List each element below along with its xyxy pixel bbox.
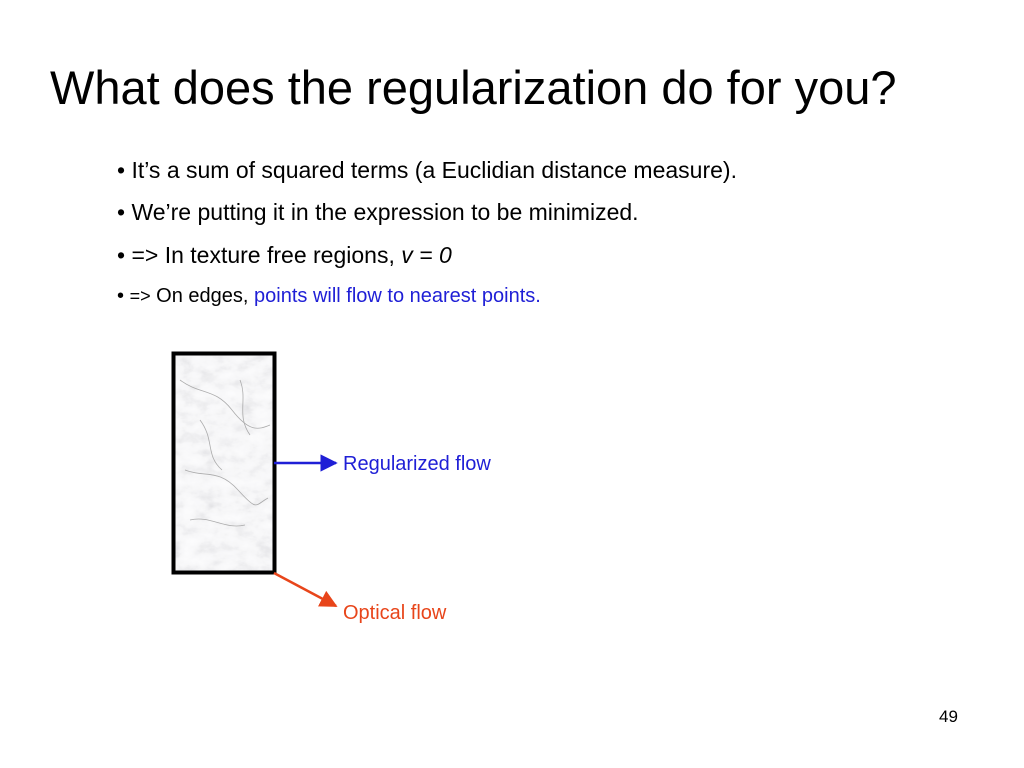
optical-flow-arrow (274, 573, 336, 606)
bullet-text: => In texture free regions, (131, 242, 402, 268)
highlight-text: points will flow to nearest points. (254, 285, 541, 307)
page-number: 49 (939, 707, 958, 726)
bullet-marker: • (117, 285, 125, 307)
bullet-text: It’s a sum of squared terms (a Euclidian distance measure). (131, 157, 737, 183)
optical-flow-label: Optical flow (343, 602, 447, 624)
slide-title: What does the regularization do for you? (50, 61, 897, 114)
bullet-text: On edges, (150, 285, 255, 307)
bullet-marker: • (117, 199, 126, 225)
bullet-marker: • (117, 242, 126, 268)
bullet-text: We’re putting it in the expression to be minimized. (131, 199, 639, 225)
marble-texture-rectangle (174, 354, 275, 573)
math-expression: v = 0 (401, 242, 452, 268)
implies-arrow: => (129, 286, 151, 306)
regularized-flow-label: Regularized flow (343, 453, 491, 475)
bullet-marker: • (117, 157, 126, 183)
